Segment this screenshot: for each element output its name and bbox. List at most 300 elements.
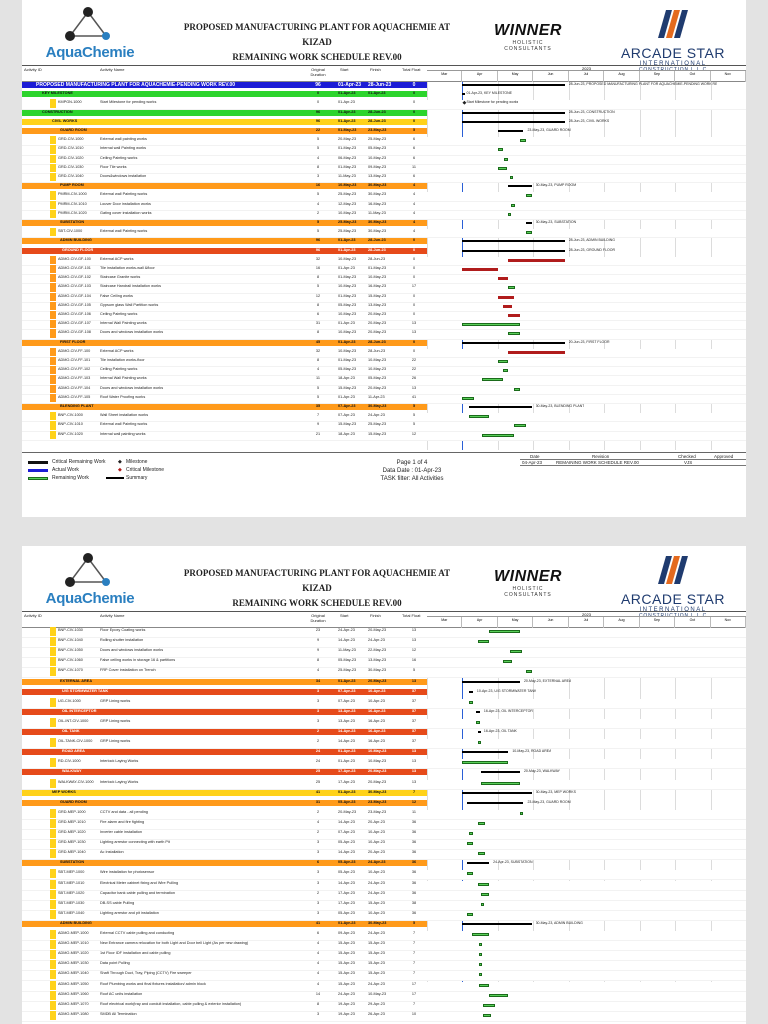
wbs-name: PROPOSED MANUFACTURING PLANT FOR AQUACHEMIE-PENDING WORK REV.00 [36, 82, 236, 88]
total-float: 12 [411, 431, 417, 436]
original-duration: 6 [316, 312, 320, 316]
finish-date: 13-May-23 [368, 658, 387, 663]
activity-name: Start Milestone for pending works [100, 100, 157, 105]
activity-id: ADMO-CIV-GF-102 [58, 275, 91, 280]
remaining-work-bar [510, 176, 513, 179]
activity-row[interactable] [22, 395, 746, 404]
remaining-work-bar [489, 630, 520, 633]
col-duration: Original Duration [310, 613, 326, 623]
wbs-summary-row[interactable] [22, 689, 427, 695]
remaining-work-bar [481, 903, 484, 906]
activity-name: Gypsum glass Wall Partition works [100, 302, 159, 307]
activity-id: ADMO-CIV-FF-105 [58, 394, 91, 399]
activity-name: Doors and windows installation works [100, 648, 164, 653]
wbs-name: ADMIN BUILDING [60, 238, 92, 243]
activity-row[interactable] [22, 432, 746, 441]
total-float: 36 [411, 890, 417, 895]
start-date: 05-May-23 [338, 367, 357, 372]
activity-row[interactable] [22, 951, 746, 961]
winner-logo: WINNER HOLISTIC CONSULTANTS [494, 568, 562, 598]
activity-name: Electrical Meter cabinet fixing and Wire Pulling [100, 880, 179, 885]
activity-row[interactable] [22, 870, 746, 880]
finish-date: 20-Apr-23 [368, 850, 385, 855]
activity-row[interactable] [22, 358, 746, 367]
summary-bar [467, 862, 489, 864]
bar-label: 28-Jun-23, CONSTRUCTION [568, 109, 615, 114]
activity-row[interactable] [22, 367, 746, 376]
start-date: 01-Apr-23 [338, 789, 356, 794]
page-number: Page 1 of 4 [396, 460, 428, 466]
finish-date: 11-May-23 [368, 210, 386, 215]
original-duration: 8 [316, 302, 320, 307]
start-date: 17-Apr-23 [338, 769, 356, 774]
total-float: 7 [412, 971, 416, 976]
total-float: 26 [411, 376, 417, 381]
wbs-summary-row[interactable] [22, 220, 427, 226]
finish-date: 13-May-23 [368, 302, 387, 307]
activity-row[interactable] [22, 211, 746, 220]
wbs-summary-row[interactable] [22, 183, 427, 189]
col-activity-id: Activity ID [24, 613, 42, 618]
activity-row[interactable] [22, 202, 746, 211]
activity-id: ADMO-MEP-1030 [58, 961, 89, 966]
bar-label: 16-Apr-23, OIL INTERCEPTOR [483, 708, 533, 713]
remaining-work-bar [508, 213, 511, 216]
start-date: 13-Apr-23 [338, 718, 355, 723]
activity-row[interactable] [22, 146, 746, 155]
activity-name: False Ceiling works [100, 293, 133, 298]
actual-work-swatch [28, 469, 48, 472]
rev-header: Revision [592, 454, 610, 459]
remaining-work-bar [479, 963, 482, 966]
finish-date: 28-Jun-23 [368, 118, 386, 123]
activity-id: GRD-CIV-1000 [58, 137, 84, 142]
activity-row[interactable] [22, 284, 746, 293]
activity-id: ADMO-CIV-GF-107 [58, 321, 91, 326]
finish-date: 10-Apr-23 [368, 688, 386, 693]
finish-date: 13-May-23 [368, 174, 387, 178]
original-duration: 5 [316, 394, 320, 399]
activity-row[interactable] [22, 275, 746, 284]
activity-row[interactable] [22, 156, 746, 165]
original-duration: 3 [316, 910, 320, 915]
activity-row[interactable] [22, 294, 746, 303]
total-float: 4 [412, 201, 416, 206]
activity-row[interactable] [22, 931, 746, 941]
finish-date: 28-Jun-23 [368, 247, 386, 252]
aquachemie-logo [30, 6, 150, 64]
wbs-summary-row[interactable] [22, 679, 427, 685]
finish-date: 16-Apr-23 [368, 729, 386, 733]
summary-bar [462, 93, 465, 95]
total-float: 13 [411, 759, 417, 764]
original-duration: 4 [316, 668, 320, 673]
timescale-month: Nov [711, 71, 746, 82]
activity-row[interactable] [22, 312, 746, 321]
start-date: 11-May-23 [338, 648, 356, 653]
checked-by: VJS [684, 460, 693, 465]
start-date: 25-May-23 [338, 668, 357, 673]
activity-id: ADMO-MEP-1000 [58, 931, 89, 935]
total-float: 5 [412, 668, 416, 673]
start-date: 24-Apr-23 [338, 628, 355, 632]
finish-date: 20-May-23 [368, 628, 387, 632]
finish-date: 25-May-23 [368, 137, 387, 142]
remaining-work-bar [482, 434, 514, 437]
start-date: 01-Apr-23 [338, 920, 356, 925]
activity-row[interactable] [22, 881, 746, 891]
finish-date: 24-Apr-23 [368, 413, 385, 418]
activity-name: Gating cover installation works [100, 210, 152, 215]
activity-row[interactable] [22, 820, 746, 830]
activity-row[interactable] [22, 850, 746, 860]
activity-row[interactable] [22, 386, 746, 395]
original-duration: 31 [315, 321, 321, 326]
wbs-summary-row[interactable] [22, 110, 427, 116]
start-date: 24-Apr-23 [338, 991, 355, 996]
total-float: 6 [412, 174, 416, 178]
activity-id: GRD-MEP-1000 [58, 809, 86, 814]
original-duration: 5 [316, 385, 320, 390]
start-date: 05-May-23 [338, 658, 357, 663]
activity-name: Roof electrical work(tray and conduit installation, cable pulling & exterior installation) [100, 1001, 242, 1006]
wbs-summary-row[interactable] [22, 238, 427, 244]
remaining-work-bar [462, 323, 520, 326]
total-float: 0 [412, 118, 416, 123]
activity-name: Interlock Laying Works [100, 779, 139, 784]
activity-row[interactable] [22, 830, 746, 840]
summary-bar [462, 751, 508, 753]
start-date: 19-Apr-23 [338, 1001, 355, 1006]
finish-date: 30-May-23 [368, 192, 387, 197]
wbs-summary-row[interactable] [22, 790, 427, 796]
activity-id: OIL-INT-CIV-1000 [58, 718, 89, 723]
total-float: 37 [411, 708, 417, 713]
molecule-icon [58, 552, 118, 590]
total-float: 0 [412, 109, 416, 114]
activity-name: False ceiling works in storage 16 & partitions [100, 658, 176, 663]
remaining-work-bar [504, 158, 509, 161]
finish-date: 30-May-23 [368, 920, 387, 925]
activity-row[interactable] [22, 992, 746, 1002]
total-float: 17 [411, 981, 417, 986]
finish-date: 11-Apr-23 [368, 394, 385, 399]
start-date: 13-Apr-23 [338, 708, 356, 713]
activity-row[interactable] [22, 229, 746, 238]
total-float: 0 [412, 302, 416, 307]
activity-row[interactable] [22, 330, 746, 339]
wbs-summary-row[interactable] [22, 769, 427, 775]
arcade-star-emblem-icon [656, 554, 690, 584]
total-float: 36 [411, 910, 417, 915]
wbs-name: FIRST FLOOR [60, 339, 86, 344]
original-duration: 2 [316, 729, 320, 733]
bar-label: 16-Apr-23, OIL TANK [483, 729, 517, 733]
activity-row[interactable] [22, 376, 746, 385]
original-duration: 3 [316, 1011, 320, 1016]
start-date: 25-May-23 [338, 220, 357, 224]
activity-row[interactable] [22, 810, 746, 820]
task-filter: TASK filter: All Activities [380, 476, 444, 482]
bar-label: 20-May-23, WALKWAY [523, 769, 561, 774]
total-float: 5 [412, 422, 416, 427]
activity-row[interactable] [22, 982, 746, 992]
legend-actual-work: Actual Work [52, 467, 79, 473]
start-date: 15-Apr-23 [338, 971, 355, 976]
original-duration: 3 [316, 718, 320, 723]
finish-date: 28-Jun-23 [368, 348, 386, 353]
start-date: 01-Apr-23 [338, 100, 355, 105]
total-float: 0 [412, 82, 416, 88]
wbs-summary-row[interactable] [22, 860, 427, 866]
col-activity-id: Activity ID [24, 67, 42, 72]
total-float: 0 [412, 238, 416, 243]
start-date: 17-Apr-23 [338, 890, 355, 895]
milestone-icon: ◆ [118, 459, 122, 465]
activity-id: OIL-TANK-CIV-1000 [58, 739, 93, 744]
total-float: 13 [411, 749, 417, 754]
activity-row[interactable] [22, 257, 746, 266]
wbs-summary-row[interactable] [22, 119, 427, 125]
activity-id: WALKWAY-CIV-1000 [58, 779, 94, 784]
original-duration: 96 [315, 82, 321, 88]
finish-date: 10-Apr-23 [368, 840, 385, 845]
finish-date: 16-May-23 [368, 201, 387, 206]
remaining-work-bar [514, 388, 520, 391]
wbs-summary-row[interactable] [22, 91, 427, 97]
start-date: 15-May-23 [338, 385, 357, 390]
molecule-icon [58, 6, 118, 44]
activity-row[interactable] [22, 192, 746, 201]
activity-row[interactable] [22, 759, 746, 769]
total-float: 12 [411, 648, 417, 653]
company-name: AquaChemie [45, 44, 135, 61]
original-duration: 24 [315, 749, 321, 754]
finish-date: 23-May-23 [368, 799, 387, 804]
finish-date: 24-Apr-23 [368, 638, 385, 643]
wbs-summary-row[interactable] [22, 248, 427, 254]
wbs-name: EXTERNAL AREA [60, 678, 93, 683]
activity-row[interactable] [22, 739, 746, 749]
wbs-summary-row[interactable] [22, 729, 427, 735]
original-duration: 2 [316, 890, 320, 895]
total-float: 13 [411, 779, 417, 784]
start-date: 05-May-23 [338, 302, 357, 307]
activity-id: BNP-CIV-1050 [58, 648, 83, 653]
finish-date: 30-May-23 [368, 183, 387, 188]
activity-row[interactable] [22, 321, 746, 330]
finish-date: 16-May-23 [368, 284, 387, 289]
activity-row[interactable] [22, 941, 746, 951]
bar-label: 30-May-23, PUMP ROOM [535, 183, 577, 188]
activity-row[interactable] [22, 699, 746, 709]
start-date: 07-Apr-23 [338, 698, 355, 703]
original-duration: 3 [316, 708, 320, 713]
activity-name: Tile installation works-floor [100, 358, 145, 362]
finish-date: 01-Apr-23 [368, 91, 386, 96]
activity-row[interactable] [22, 911, 746, 921]
timescale-month: Jun [533, 71, 568, 82]
remaining-work-bar [478, 852, 485, 855]
activity-row[interactable] [22, 266, 746, 275]
remaining-work-bar [467, 842, 473, 845]
start-date: 15-Apr-23 [338, 941, 355, 946]
summary-bar [462, 112, 564, 114]
activity-row[interactable] [22, 349, 746, 358]
finish-date: 20-May-23 [368, 779, 387, 784]
wbs-name: ROAD AREA [62, 749, 85, 754]
finish-date: 10-Apr-23 [368, 698, 385, 703]
activity-id: ADMO-CIV-FF-103 [58, 376, 91, 381]
activity-id: ADMO-CIV-FF-102 [58, 367, 91, 372]
wbs-summary-row[interactable] [22, 404, 427, 410]
wbs-summary-row[interactable] [22, 128, 427, 134]
original-duration: 22 [315, 128, 321, 132]
original-duration: 96 [315, 247, 321, 252]
activity-row[interactable] [22, 648, 746, 658]
activity-row[interactable] [22, 303, 746, 312]
activity-row[interactable] [22, 165, 746, 174]
remaining-work-bar [508, 286, 515, 289]
activity-name: Ceiling Painting works [100, 155, 138, 160]
wbs-name: GROUND FLOOR [62, 247, 94, 252]
activity-row[interactable] [22, 780, 746, 790]
total-float: 22 [411, 367, 417, 372]
total-float: 37 [411, 718, 417, 723]
start-date: 15-Apr-23 [338, 951, 355, 956]
bar-label: 10-Apr-23, U/G STORMWATER TANK [476, 688, 537, 693]
wbs-summary-row[interactable] [22, 749, 427, 755]
activity-row[interactable] [22, 840, 746, 850]
original-duration: 6 [316, 931, 320, 935]
activity-row[interactable] [22, 628, 746, 638]
start-date: 20-May-23 [338, 137, 357, 142]
total-float: 6 [412, 137, 416, 142]
total-float: 0 [412, 348, 416, 353]
finish-date: 24-Apr-23 [368, 880, 385, 885]
activity-row[interactable] [22, 1002, 746, 1012]
activity-row[interactable] [22, 961, 746, 971]
timescale-month: Oct [675, 617, 710, 628]
timescale-month: Mar [427, 71, 462, 82]
original-duration: 8 [316, 164, 320, 169]
finish-date: 28-Jun-23 [368, 339, 386, 344]
activity-id: GRD-MEP-1040 [58, 850, 86, 855]
start-date: 15-Apr-23 [338, 961, 355, 966]
total-float: 0 [412, 247, 416, 252]
total-float: 17 [411, 991, 417, 996]
start-date: 01-Apr-23 [338, 91, 356, 96]
activity-row[interactable] [22, 1012, 746, 1022]
timescale-month: Jun [533, 617, 568, 628]
total-float: 4 [412, 192, 416, 197]
critical-remaining-swatch [28, 461, 48, 464]
activity-row[interactable] [22, 971, 746, 981]
revision-block [520, 453, 746, 471]
activity-row[interactable] [22, 422, 746, 431]
activity-row[interactable] [22, 137, 746, 146]
start-date: 10-May-23 [338, 348, 357, 353]
wbs-summary-row[interactable] [22, 921, 427, 927]
activity-row[interactable] [22, 174, 746, 183]
wbs-name: SUBSTATION [60, 220, 85, 224]
activity-id: ADMO-CIV-GF-106 [58, 312, 91, 316]
total-float: 4 [412, 210, 416, 215]
start-date: 17-Apr-23 [338, 779, 355, 784]
total-float: 4 [412, 220, 416, 224]
total-float: 13 [411, 628, 417, 632]
activity-name: Rolling shutter installation [100, 638, 144, 643]
legend-footer [22, 452, 746, 517]
start-date: 05-Apr-23 [338, 799, 356, 804]
remaining-work-bar [479, 953, 482, 956]
activity-name: Tile installation works-wall &floor [100, 266, 155, 270]
wbs-summary-row[interactable] [22, 340, 427, 346]
activity-row[interactable] [22, 100, 746, 109]
activity-id: PMRM-CIV-1020 [58, 210, 87, 215]
remaining-work-bar [511, 204, 516, 207]
milestone-icon: ◆ [462, 100, 467, 107]
timescale-month: Jul [569, 617, 604, 628]
start-date: 15-May-23 [338, 422, 357, 427]
original-duration: 5 [316, 284, 320, 289]
remaining-work-bar [478, 640, 490, 643]
finish-date: 29-Apr-23 [368, 1001, 385, 1006]
wbs-summary-row[interactable] [22, 800, 427, 806]
wbs-summary-row[interactable] [22, 82, 427, 88]
original-duration: 9 [316, 648, 320, 653]
activity-row[interactable] [22, 901, 746, 911]
legend-summary: Summary [126, 475, 148, 481]
total-float: 12 [411, 799, 417, 804]
timescale-header [427, 66, 746, 82]
wbs-summary-row[interactable] [22, 709, 427, 715]
remaining-work-bar [508, 332, 520, 335]
finish-date: 26-Apr-23 [368, 1011, 385, 1016]
timescale-month: Oct [675, 71, 710, 82]
activity-row[interactable] [22, 638, 746, 648]
original-duration: 14 [315, 991, 321, 996]
original-duration: 4 [316, 981, 320, 986]
finish-date: 15-Apr-23 [368, 971, 385, 976]
activity-id: BNP-CIV-1000 [58, 413, 83, 418]
finish-date: 28-Jun-23 [368, 82, 392, 88]
finish-date: 20-May-23 [368, 385, 387, 390]
start-date: 10-May-23 [338, 312, 357, 316]
activity-name: Fire alarm and fire fighting [100, 819, 145, 824]
start-date: 12-May-23 [338, 201, 357, 206]
wbs-name: CONSTRUCTION [42, 109, 73, 114]
remaining-work-bar [479, 984, 489, 987]
activity-row[interactable] [22, 891, 746, 901]
activity-name: Louver Door installation works [100, 201, 151, 206]
activity-row[interactable] [22, 658, 746, 668]
activity-name: Staircase Handrail installation works [100, 284, 161, 289]
legend-remaining-work: Remaining Work [52, 475, 89, 481]
activity-table [22, 82, 746, 450]
activity-row[interactable] [22, 413, 746, 422]
finish-date: 20-Apr-23 [368, 819, 385, 824]
total-float: 6 [412, 155, 416, 160]
original-duration: 3 [316, 870, 320, 875]
activity-row[interactable] [22, 719, 746, 729]
activity-row[interactable] [22, 668, 746, 678]
finish-date: 23-May-23 [368, 809, 387, 814]
col-total-float: Total Float [402, 613, 421, 618]
activity-id: ADMO-CIV-GF-101 [58, 266, 91, 270]
activity-id: GRD-MEP-1010 [58, 819, 86, 824]
activity-id: BNP-CIV-1040 [58, 638, 83, 643]
